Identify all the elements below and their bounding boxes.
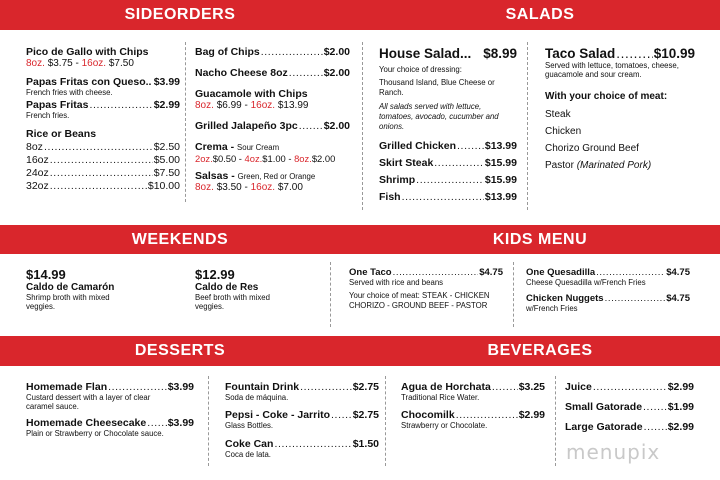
can-desc: Coca de lata. (225, 449, 271, 459)
w1-desc: Shrimp broth with mixed veggies. (26, 293, 110, 312)
divider (527, 42, 528, 210)
kids-ques-desc: Cheese Quesadilla w/French Fries (526, 278, 646, 287)
taco-salad-name: Taco Salad (545, 46, 616, 61)
flan-desc: Custard dessert with a layer of clear caramel sauce. (26, 393, 151, 412)
kids-col1 (349, 267, 503, 310)
w2-desc: Beef broth with mixed veggies. (195, 293, 270, 312)
addon-line: Grilled Chicken ..... $13.99 (379, 140, 517, 152)
cheesecake-desc: Plain or Strawberry or Chocolate sauce. (26, 428, 164, 438)
meat-steak: Steak (545, 108, 571, 120)
queso-line (26, 76, 180, 88)
salsas-sizes: 8oz. $3.50 - 16oz. $7.00 (195, 182, 303, 193)
queso-desc: French fries with cheese. (26, 88, 113, 97)
taco-salad-desc: Served with lettuce, tomatoes, cheese, guacamole and sour cream. (545, 61, 679, 80)
kids-header: KIDS MENU (492, 230, 588, 248)
can-line: Coke Can ..... $1.50 (225, 438, 379, 450)
dot-leader (89, 99, 152, 111)
salads-col1 (379, 46, 517, 203)
divider (385, 376, 386, 466)
header-band-bottom (0, 336, 720, 366)
pico-size1: 8oz. (26, 58, 45, 69)
pico-price1: $3.75 (47, 58, 73, 69)
fountain-line: Fountain Drink ..... $2.75 (225, 381, 379, 393)
kids-taco-desc: Served with rice and beans (349, 278, 444, 287)
house-desc2: Thousand Island, Blue Cheese or Ranch. (379, 78, 495, 97)
queso-price: $3.99 (153, 76, 180, 88)
kids-meat-choice: Your choice of meat: STEAK - CHICKEN CHORIZO - GROUND BEEF - PASTOR (349, 291, 490, 310)
jalapeno-name: Grilled Jalapeño 3pc (195, 120, 298, 132)
pico-size2: 16oz. (81, 58, 107, 69)
salads-header: SALADS (505, 6, 575, 23)
addon-line: Fish ..... $13.99 (379, 191, 517, 203)
drinks-col (225, 381, 379, 459)
queso-name: Papas Fritas con Queso.. (26, 76, 152, 88)
rice-row: 8oz ..... $2.50 (26, 141, 180, 153)
beverages-col1 (401, 381, 545, 431)
kids-taco-line: One Taco ..... $4.75 (349, 267, 503, 278)
juice-line: Juice ..... $2.99 (565, 381, 694, 393)
pico-name: Pico de Gallo with Chips (26, 46, 149, 58)
sideorders-header: SIDEORDERS (124, 6, 236, 23)
large-gatorade-line: Large Gatorade ..... $2.99 (565, 421, 694, 433)
pepsi-desc: Glass Bottles. (225, 421, 274, 431)
fountain-desc: Soda de máquina. (225, 393, 289, 402)
divider (330, 262, 331, 327)
house-note: All salads served with lettuce, tomatoes, avocado, cucumber and onions. (379, 102, 499, 131)
rice-title: Rice or Beans (26, 127, 97, 140)
jalapeno-line (195, 120, 350, 132)
pico-sizes (26, 58, 180, 69)
divider (208, 376, 209, 466)
meat-chicken: Chicken (545, 125, 582, 137)
jalapeno-price: $2.00 (323, 120, 350, 132)
kids-ques-line: One Quesadilla ..... $4.75 (526, 267, 690, 278)
pico-sep: - (72, 58, 82, 69)
rice-row: 24oz ..... $7.50 (26, 167, 180, 179)
w1-price: $14.99 (26, 267, 66, 282)
bag-price: $2.00 (323, 46, 350, 58)
cheesecake-line: Homemade Cheesecake ..... $3.99 (26, 417, 194, 429)
w2-price: $12.99 (195, 267, 235, 282)
fritas-name: Papas Fritas (26, 99, 89, 112)
beverages-col2 (565, 381, 694, 433)
house-desc1: Your choice of dressing: (379, 65, 462, 74)
crema-title: Crema - Sour Cream (195, 141, 280, 153)
taco-salad-price: $10.99 (653, 46, 695, 61)
fritas-line (26, 99, 180, 111)
nacho-name: Nacho Cheese 8oz (195, 67, 288, 79)
sideorders-col1 (26, 46, 180, 192)
small-gatorade-line: Small Gatorade ..... $1.99 (565, 401, 694, 413)
fritas-price: $2.99 (153, 99, 180, 112)
rice-row: 16oz ..... $5.00 (26, 154, 180, 166)
flan-line: Homemade Flan ..... $3.99 (26, 381, 194, 393)
weekends-header: WEEKENDS (131, 230, 229, 248)
horchata-desc: Traditional Rice Water. (401, 393, 480, 402)
sideorders-col2 (195, 46, 350, 193)
salads-col2 (545, 46, 695, 171)
fritas-desc: French fries. (26, 111, 70, 121)
nacho-price: $2.00 (323, 67, 350, 79)
house-price: $8.99 (483, 46, 517, 61)
desserts-col (26, 381, 194, 438)
taco-salad-line (545, 46, 695, 61)
w1-name: Caldo de Camarón (26, 282, 115, 293)
beverages-header: BEVERAGES (487, 342, 593, 359)
addon-line: Skirt Steak ..... $15.99 (379, 157, 517, 169)
kids-nug-line: Chicken Nuggets ..... $4.75 (526, 293, 690, 304)
nacho-line (195, 67, 350, 79)
desserts-header: DESSERTS (134, 342, 226, 359)
divider (555, 376, 556, 466)
horchata-line: Agua de Horchata ..... $3.25 (401, 381, 545, 393)
w2-name: Caldo de Res (195, 282, 259, 293)
meat-chorizo: Chorizo Ground Beef (545, 142, 639, 154)
bag-line (195, 46, 350, 58)
bag-name: Bag of Chips (195, 46, 260, 58)
divider (362, 42, 363, 210)
addon-line: Shrimp ..... $15.99 (379, 174, 517, 186)
crema-sizes: 2oz.$0.50 - 4oz.$1.00 - 8oz.$2.00 (195, 153, 336, 164)
watermark: menupix (566, 440, 661, 464)
meat-title: With your choice of meat: (545, 90, 668, 102)
kids-col2 (526, 267, 690, 314)
guac-sizes: 8oz. $6.99 - 16oz. $13.99 (195, 100, 309, 111)
house-line (379, 46, 517, 61)
weekend-item-1 (26, 267, 166, 312)
pepsi-line: Pepsi - Coke - Jarrito ..... $2.75 (225, 409, 379, 421)
house-name: House Salad... (379, 46, 472, 61)
salsas-title: Salsas - Green, Red or Orange (195, 170, 316, 182)
chocomilk-desc: Strawberry or Chocolate. (401, 421, 488, 431)
meat-pastor: Pastor (Marinated Pork) (545, 159, 652, 171)
kids-nug-desc: w/French Fries (526, 304, 578, 314)
header-band-middle (0, 225, 720, 254)
chocomilk-line: Chocomilk ..... $2.99 (401, 409, 545, 421)
divider (513, 262, 514, 327)
rice-row: 32oz ..... $10.00 (26, 180, 180, 192)
header-band-top (0, 0, 720, 30)
weekend-item-2 (195, 267, 335, 312)
pico-price2: $7.50 (108, 58, 134, 69)
guac-name: Guacamole with Chips (195, 88, 308, 100)
divider (185, 42, 186, 202)
